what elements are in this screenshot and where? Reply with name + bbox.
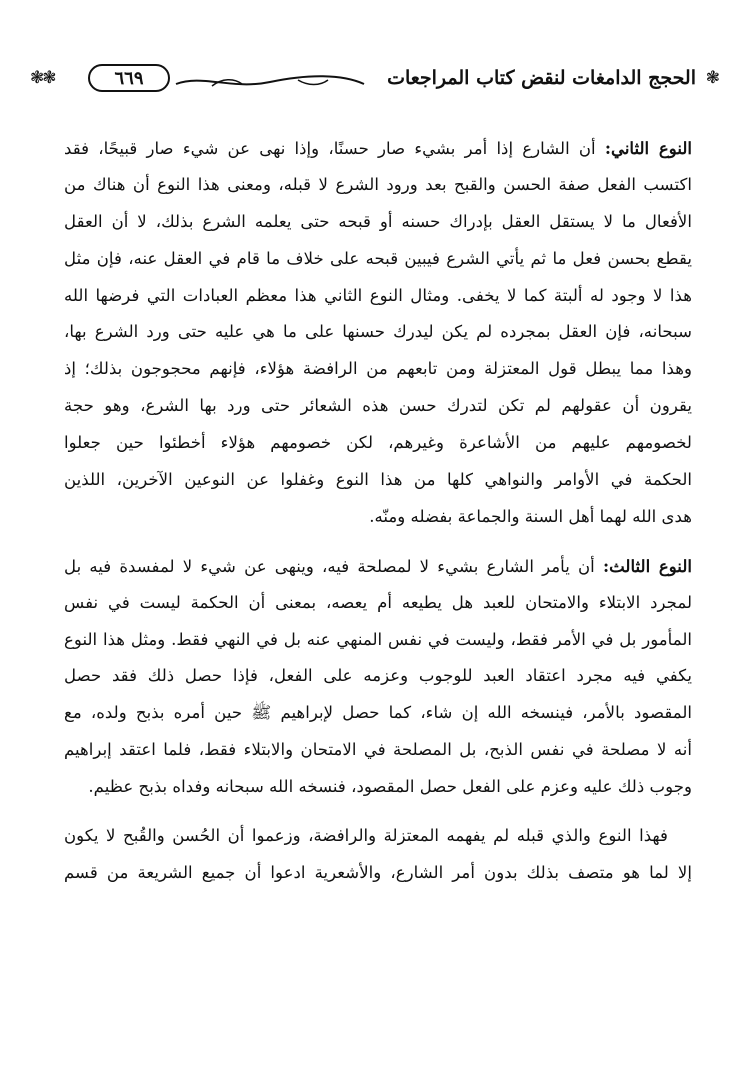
text-line: أنه لا مصلحة في نفس الذبح، بل المصلحة في الامتحان والابتلاء فقط، فلما اعتقد إبراهيم xyxy=(64,740,692,760)
text-line: الحكمة في الأوامر والنواهي كلها من هذا النوع وغفلوا عن النوعين الآخرين، اللذين xyxy=(64,470,692,490)
header-swirl-icon xyxy=(172,72,368,92)
section-lead-type-three: النوع الثالث: xyxy=(602,555,692,576)
paragraph-type-two xyxy=(64,130,692,536)
text-line: هدى الله لهما أهل السنة والجماعة بفضله ومنّه. xyxy=(369,506,692,526)
text-line: وهذا مما يبطل قول المعتزلة ومن تابعهم من الرافضة هؤلاء، فإنهم محجوجون بذلك؛ إذ xyxy=(64,359,692,379)
page-number xyxy=(88,64,170,92)
paragraph-gap xyxy=(64,806,692,818)
text-line: هذا لا وجود له ألبتة كما لا يخفى. ومثال النوع الثاني هذا معظم العبادات التي فرضها الله xyxy=(64,285,692,305)
ornament-left-icon: ❃❃ xyxy=(30,68,55,88)
text-line: يقطع بحسن فعل ما ثم يأتي الشرع فيبين قبحه على خلاف ما قام في العقل عنه، فإن مثل xyxy=(64,248,692,268)
text-line: إلا لما هو متصف بذلك بدون أمر الشارع، والأشعرية ادعوا أن جميع الشريعة من قسم xyxy=(64,862,692,882)
text-line: وجوب ذلك عليه وعزم على الفعل حصل المقصود، فنسخه الله سبحانه وفداه بذبح عظيم. xyxy=(88,777,692,797)
book-title: الحجج الدامغات لنقض كتاب المراجعات xyxy=(387,67,696,89)
text-line: المقصود بالأمر، فينسخه الله إن شاء، كما حصل لإبراهيم ﷺ حين أمره بذبح ولده، مع xyxy=(64,703,692,723)
text-line: فهذا النوع والذي قبله لم يفهمه المعتزلة والرافضة، وزعموا أن الحُسن والقُبح لا يكون xyxy=(64,826,668,846)
section-lead-type-two: النوع الثاني: xyxy=(604,138,692,158)
text-line: المأمور بل في الأمر فقط، وليست في نفس المنهي عنه بل في النهي فقط. ومثل هذا النوع xyxy=(64,629,692,649)
text-line: النوع الثالث: أن يأمر الشارع بشيء لا لمصلحة فيه، وينهى عن شيء لا لمفسدة فيه بل xyxy=(64,555,692,576)
running-header xyxy=(30,62,720,102)
text-line: الأفعال ما لا يستقل العقل بإدراك حسنه أو قبحه حتى يعلمه الشرع بذلك، لا أن العقل xyxy=(64,211,692,231)
text-line: اكتسب الفعل صفة الحسن والقبح بعد ورود الشرع لا قبله، ومعنى هذا النوع أن هناك من xyxy=(64,174,692,194)
paragraph-conclusion xyxy=(64,818,692,892)
paragraph-gap xyxy=(64,536,692,548)
ornament-right-icon: ❃ xyxy=(705,68,720,88)
page-body xyxy=(64,130,692,892)
text-line: لخصومهم عليهم من الأشاعرة وغيرهم، لكن خصومهم هؤلاء أخطئوا حين جعلوا xyxy=(64,433,692,453)
text-line: لمجرد الابتلاء والامتحان للعبد هل يطيعه أم يعصه، بمعنى أن الحكمة ليست في نفس xyxy=(64,592,692,612)
text-line: سبحانه، فإن العقل بمجرده لم يكن ليدرك حسنها على ما هي عليه حتى ورد الشرع بها، xyxy=(64,322,692,342)
text-line: يقرون أن عقولهم لم تكن لتدرك حسن هذه الشعائر حتى ورد بها الشرع، وهو حجة xyxy=(64,396,692,416)
page-number-text: ٦٦٩ xyxy=(114,67,144,89)
paragraph-type-three xyxy=(64,548,692,806)
text-line: يكفي فيه مجرد اعتقاد العبد للوجوب وعزمه على الفعل، فإذا حصل ذلك فقد حصل xyxy=(64,666,692,686)
text-line: النوع الثاني: أن الشارع إذا أمر بشيء صار حسنًا، وإذا نهى عن شيء صار قبيحًا، فقد xyxy=(64,138,692,158)
